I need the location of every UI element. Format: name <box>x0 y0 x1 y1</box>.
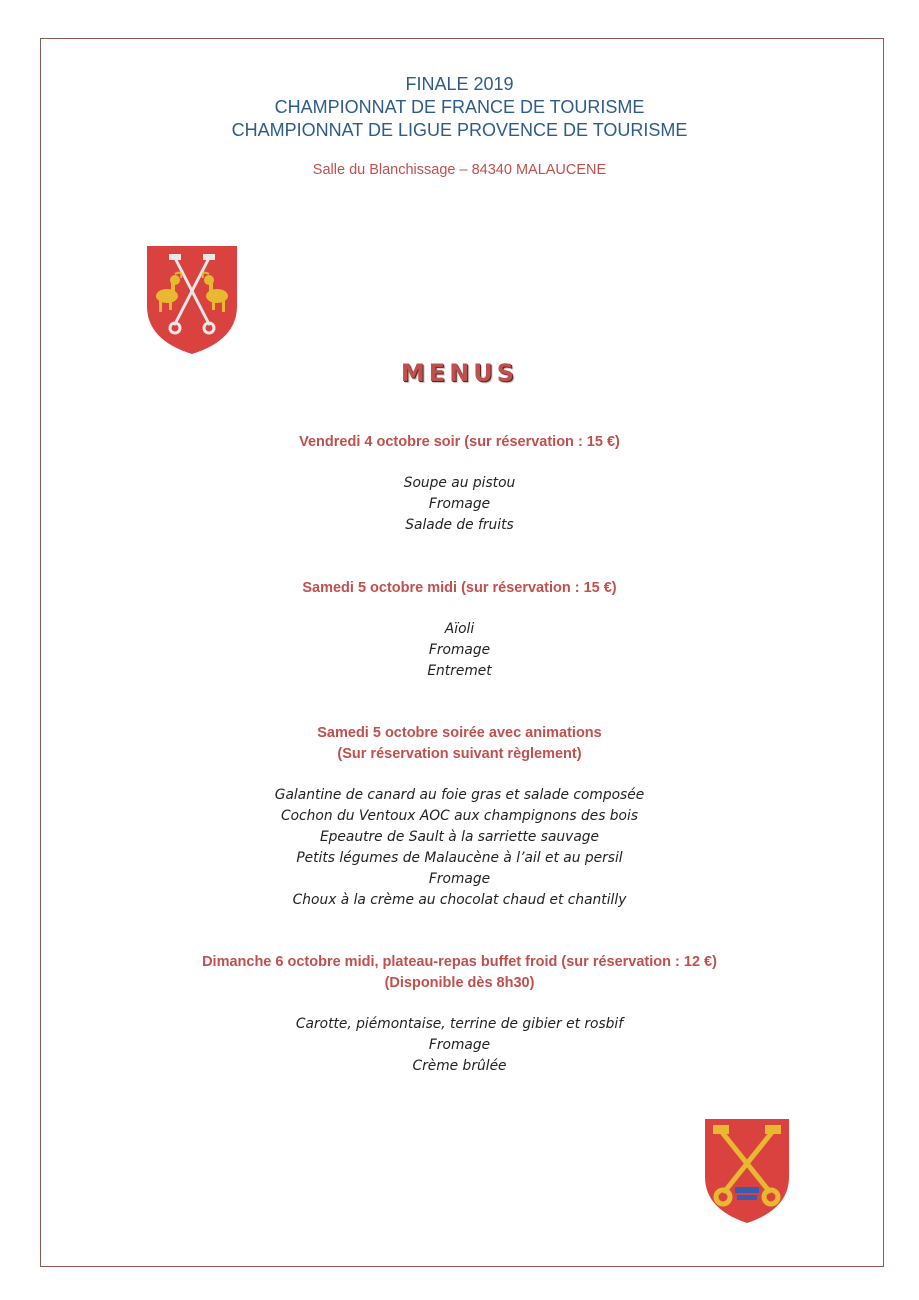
section-subheading: (Disponible dès 8h30) <box>384 975 535 991</box>
menu-item: Petits légumes de Malaucène à l’ail et au persil <box>296 850 623 866</box>
menu-item: Galantine de canard au foie gras et salade composée <box>274 787 645 803</box>
menu-item: Epeautre de Sault à la sarriette sauvage <box>319 829 600 845</box>
menu-section-saturday-evening <box>0 723 919 911</box>
menu-item: Carotte, piémontaise, terrine de gibier et rosbif <box>295 1016 624 1032</box>
section-heading: Samedi 5 octobre soirée avec animations <box>317 725 602 741</box>
menu-items <box>0 619 919 682</box>
header-line-3: CHAMPIONNAT DE LIGUE PROVENCE DE TOURISME <box>231 120 688 140</box>
menu-items <box>0 1014 919 1077</box>
menu-item: Salade de fruits <box>405 517 514 533</box>
menu-items <box>0 785 919 911</box>
menu-item: Cochon du Ventoux AOC aux champignons des bois <box>280 808 639 824</box>
venue-line: Salle du Blanchissage – 84340 MALAUCENE <box>312 162 607 178</box>
section-heading: Dimanche 6 octobre midi, plateau-repas buffet froid (sur réservation : 12 €) <box>202 954 717 970</box>
menu-item: Fromage <box>428 642 491 658</box>
menu-item: Crème brûlée <box>412 1058 507 1074</box>
menu-item: Fromage <box>428 871 491 887</box>
crest-keys-icon <box>703 1117 791 1230</box>
menu-item: Choux à la crème au chocolat chaud et chantilly <box>292 892 627 908</box>
header-line-2: CHAMPIONNAT DE FRANCE DE TOURISME <box>274 97 645 117</box>
header-line-1: FINALE 2019 <box>405 74 514 94</box>
section-heading: Vendredi 4 octobre soir (sur réservation : 15 €) <box>299 434 620 450</box>
menu-section-friday <box>0 432 919 536</box>
section-heading: Samedi 5 octobre midi (sur réservation : 15 €) <box>302 580 617 596</box>
header <box>0 73 919 178</box>
crest-rams-icon <box>145 244 239 361</box>
menu-item: Fromage <box>428 496 491 512</box>
menu-section-sunday <box>0 952 919 1077</box>
menu-item: Entremet <box>427 663 492 679</box>
menu-item: Soupe au pistou <box>403 475 516 491</box>
menus-title: MENUS <box>400 359 519 387</box>
section-subheading: (Sur réservation suivant règlement) <box>337 746 582 762</box>
menu-item: Fromage <box>428 1037 491 1053</box>
menu-items <box>0 473 919 536</box>
menu-item: Aïoli <box>444 621 475 637</box>
menu-section-saturday-lunch <box>0 578 919 682</box>
